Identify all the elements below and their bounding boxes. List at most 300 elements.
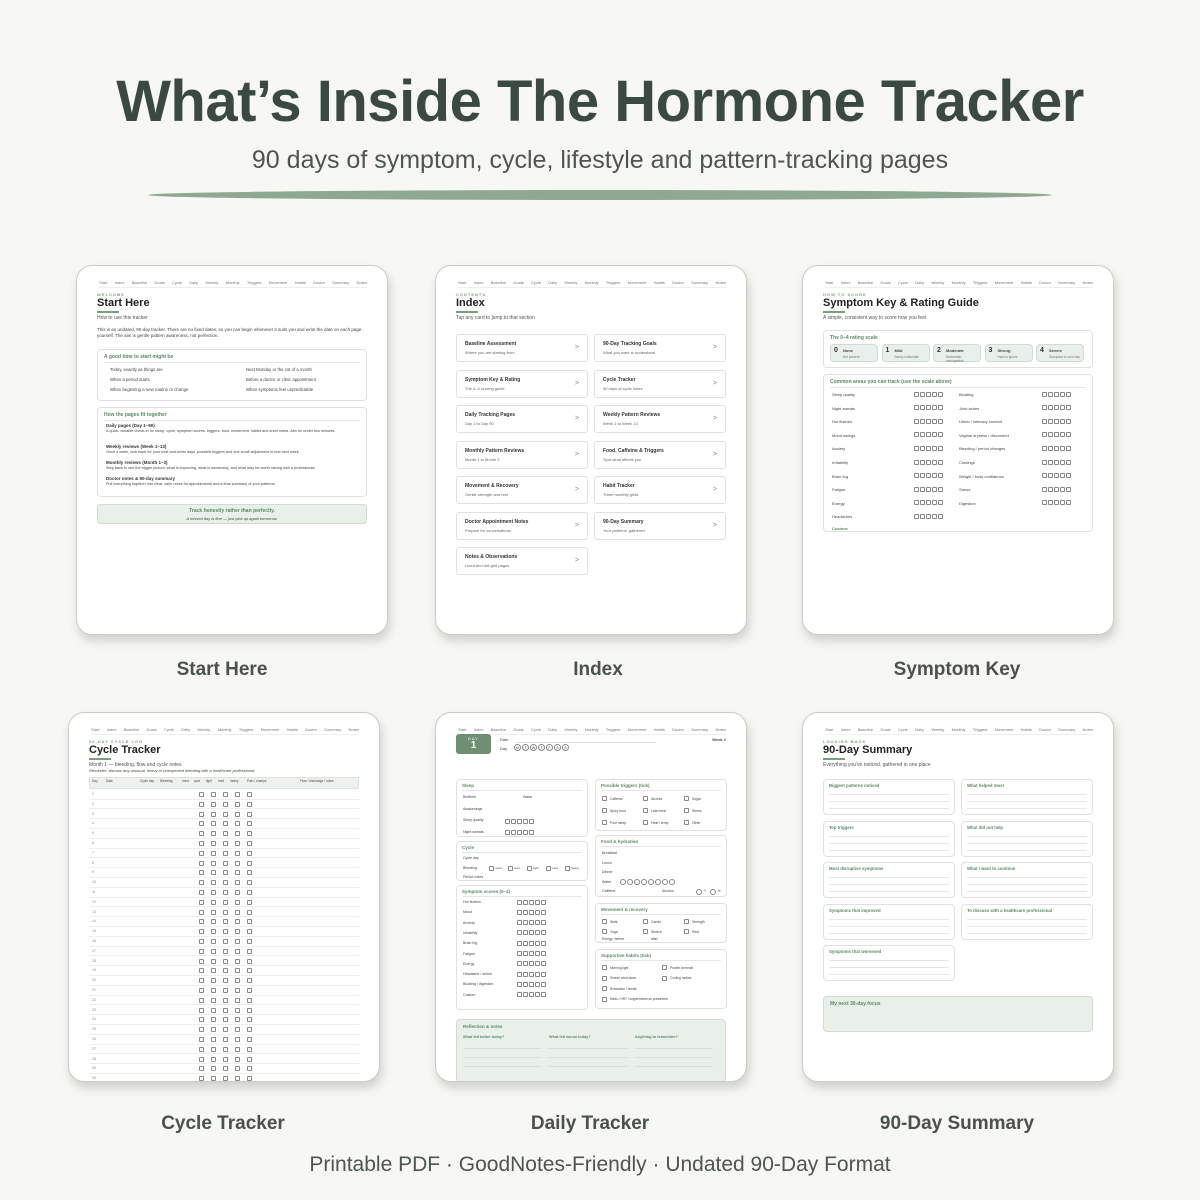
nav-tab[interactable]: Monthly bbox=[217, 727, 232, 732]
rating-checkbox[interactable] bbox=[938, 514, 943, 519]
bleeding-checkbox[interactable] bbox=[211, 1027, 216, 1032]
rating-checkbox[interactable] bbox=[1066, 460, 1071, 465]
bleeding-checkbox[interactable] bbox=[235, 988, 240, 993]
rating-checkbox[interactable] bbox=[529, 910, 534, 915]
bleeding-checkbox[interactable] bbox=[223, 1017, 228, 1022]
nav-tab[interactable]: Cycle bbox=[897, 727, 908, 732]
nav-tab[interactable]: Daily bbox=[548, 727, 558, 732]
bleeding-checkbox[interactable] bbox=[223, 812, 228, 817]
nav-tab[interactable]: Cycle bbox=[897, 280, 908, 285]
bleeding-checkbox[interactable] bbox=[247, 988, 252, 993]
nav-tab[interactable]: Weekly bbox=[197, 727, 211, 732]
habit-checkbox[interactable] bbox=[662, 965, 667, 970]
bleeding-checkbox[interactable] bbox=[247, 949, 252, 954]
bleeding-checkbox[interactable] bbox=[247, 851, 252, 856]
bleeding-checkbox[interactable] bbox=[247, 1047, 252, 1052]
rating-checkbox[interactable] bbox=[535, 961, 540, 966]
bleeding-checkbox[interactable] bbox=[527, 866, 532, 871]
bleeding-checkbox[interactable] bbox=[247, 1017, 252, 1022]
bleeding-checkbox[interactable] bbox=[199, 880, 204, 885]
bleeding-checkbox[interactable] bbox=[235, 841, 240, 846]
rating-checkbox[interactable] bbox=[541, 920, 546, 925]
nav-tab[interactable]: Notes bbox=[715, 280, 726, 285]
nav-tab[interactable]: Weekly bbox=[931, 727, 945, 732]
rating-checkbox[interactable] bbox=[914, 405, 919, 410]
card-start-here[interactable] bbox=[76, 265, 388, 635]
rating-checkbox[interactable] bbox=[926, 446, 931, 451]
rating-checkbox[interactable] bbox=[535, 900, 540, 905]
bleeding-checkbox[interactable] bbox=[235, 792, 240, 797]
rating-checkbox[interactable] bbox=[1060, 405, 1065, 410]
rating-checkbox[interactable] bbox=[535, 972, 540, 977]
rating-checkbox[interactable] bbox=[1054, 446, 1059, 451]
habit-checkbox[interactable] bbox=[662, 976, 667, 981]
weekday-circle[interactable]: W bbox=[531, 746, 536, 750]
card-index[interactable] bbox=[435, 265, 747, 635]
bleeding-checkbox[interactable] bbox=[199, 939, 204, 944]
bleeding-checkbox[interactable] bbox=[211, 900, 216, 905]
rating-checkbox[interactable] bbox=[529, 972, 534, 977]
bleeding-checkbox[interactable] bbox=[199, 919, 204, 924]
nav-tab[interactable]: Habits bbox=[653, 280, 665, 285]
trigger-checkbox[interactable] bbox=[602, 808, 607, 813]
nav-tab[interactable]: Habits bbox=[1020, 280, 1032, 285]
rating-checkbox[interactable] bbox=[541, 910, 546, 915]
water-glass-circle[interactable] bbox=[648, 879, 654, 885]
rating-checkbox[interactable] bbox=[914, 432, 919, 437]
rating-checkbox[interactable] bbox=[926, 392, 931, 397]
rating-checkbox[interactable] bbox=[523, 961, 528, 966]
rating-checkbox[interactable] bbox=[1054, 487, 1059, 492]
bleeding-checkbox[interactable] bbox=[211, 851, 216, 856]
rating-checkbox[interactable] bbox=[914, 514, 919, 519]
rating-checkbox[interactable] bbox=[523, 830, 528, 835]
bleeding-checkbox[interactable] bbox=[223, 988, 228, 993]
index-card[interactable] bbox=[456, 441, 588, 469]
rating-checkbox[interactable] bbox=[529, 951, 534, 956]
rating-checkbox[interactable] bbox=[914, 392, 919, 397]
rating-checkbox[interactable] bbox=[926, 460, 931, 465]
movement-checkbox[interactable] bbox=[684, 919, 689, 924]
bleeding-checkbox[interactable] bbox=[223, 792, 228, 797]
rating-checkbox[interactable] bbox=[1054, 405, 1059, 410]
bleeding-checkbox[interactable] bbox=[247, 919, 252, 924]
bleeding-checkbox[interactable] bbox=[223, 968, 228, 973]
rating-checkbox[interactable] bbox=[938, 419, 943, 424]
rating-checkbox[interactable] bbox=[535, 920, 540, 925]
bleeding-checkbox[interactable] bbox=[247, 861, 252, 866]
nav-tab[interactable]: Cycle bbox=[171, 280, 182, 285]
rating-checkbox[interactable] bbox=[535, 910, 540, 915]
rating-checkbox[interactable] bbox=[517, 819, 522, 824]
nav-tab[interactable]: Movement bbox=[994, 727, 1014, 732]
nav-tab[interactable]: Monthly bbox=[584, 280, 599, 285]
bleeding-checkbox[interactable] bbox=[235, 812, 240, 817]
bleeding-checkbox[interactable] bbox=[199, 1017, 204, 1022]
rating-checkbox[interactable] bbox=[1042, 432, 1047, 437]
rating-checkbox[interactable] bbox=[1054, 392, 1059, 397]
rating-checkbox[interactable] bbox=[932, 432, 937, 437]
rating-checkbox[interactable] bbox=[529, 900, 534, 905]
index-card[interactable] bbox=[594, 370, 726, 398]
bleeding-checkbox[interactable] bbox=[223, 851, 228, 856]
rating-checkbox[interactable] bbox=[1042, 392, 1047, 397]
rating-checkbox[interactable] bbox=[920, 446, 925, 451]
nav-tab[interactable]: Start bbox=[99, 280, 108, 285]
nav-tab[interactable]: Summary bbox=[332, 280, 350, 285]
rating-checkbox[interactable] bbox=[932, 514, 937, 519]
rating-checkbox[interactable] bbox=[523, 930, 528, 935]
bleeding-checkbox[interactable] bbox=[247, 1057, 252, 1062]
trigger-checkbox[interactable] bbox=[643, 796, 648, 801]
rating-checkbox[interactable] bbox=[541, 972, 546, 977]
rating-checkbox[interactable] bbox=[523, 982, 528, 987]
bleeding-checkbox[interactable] bbox=[247, 978, 252, 983]
nav-tab[interactable]: Baseline bbox=[131, 280, 148, 285]
rating-checkbox[interactable] bbox=[1060, 487, 1065, 492]
rating-checkbox[interactable] bbox=[517, 941, 522, 946]
bleeding-checkbox[interactable] bbox=[235, 1008, 240, 1013]
rating-checkbox[interactable] bbox=[920, 460, 925, 465]
habit-checkbox[interactable] bbox=[602, 976, 607, 981]
bleeding-checkbox[interactable] bbox=[211, 978, 216, 983]
rating-checkbox[interactable] bbox=[535, 992, 540, 997]
rating-checkbox[interactable] bbox=[529, 819, 534, 824]
rating-checkbox[interactable] bbox=[535, 951, 540, 956]
bleeding-checkbox[interactable] bbox=[199, 890, 204, 895]
bleeding-checkbox[interactable] bbox=[199, 978, 204, 983]
nav-tab[interactable]: Start bbox=[458, 727, 467, 732]
nav-tab[interactable]: Movement bbox=[994, 280, 1014, 285]
weekday-circle[interactable]: F bbox=[546, 744, 553, 751]
bleeding-checkbox[interactable] bbox=[235, 861, 240, 866]
bleeding-checkbox[interactable] bbox=[211, 841, 216, 846]
bleeding-checkbox[interactable] bbox=[223, 959, 228, 964]
rating-checkbox[interactable] bbox=[523, 972, 528, 977]
rating-checkbox[interactable] bbox=[938, 446, 943, 451]
rating-checkbox[interactable] bbox=[1060, 392, 1065, 397]
bleeding-checkbox[interactable] bbox=[199, 792, 204, 797]
rating-checkbox[interactable] bbox=[1066, 392, 1071, 397]
rating-checkbox[interactable] bbox=[529, 830, 534, 835]
bleeding-checkbox[interactable] bbox=[223, 1047, 228, 1052]
rating-checkbox[interactable] bbox=[1042, 500, 1047, 505]
rating-checkbox[interactable] bbox=[529, 992, 534, 997]
habit-checkbox[interactable] bbox=[602, 986, 607, 991]
rating-checkbox[interactable] bbox=[1048, 473, 1053, 478]
bleeding-checkbox[interactable] bbox=[235, 1047, 240, 1052]
bleeding-checkbox[interactable] bbox=[199, 1008, 204, 1013]
bleeding-checkbox[interactable] bbox=[199, 870, 204, 875]
nav-tab[interactable]: Habits bbox=[653, 727, 665, 732]
bleeding-checkbox[interactable] bbox=[199, 861, 204, 866]
bleeding-checkbox[interactable] bbox=[199, 968, 204, 973]
rating-checkbox[interactable] bbox=[517, 930, 522, 935]
bleeding-checkbox[interactable] bbox=[211, 939, 216, 944]
bleeding-checkbox[interactable] bbox=[235, 910, 240, 915]
trigger-checkbox[interactable] bbox=[643, 820, 648, 825]
rating-checkbox[interactable] bbox=[926, 432, 931, 437]
bleeding-checkbox[interactable] bbox=[247, 1066, 252, 1071]
bleeding-checkbox[interactable] bbox=[223, 949, 228, 954]
index-card[interactable] bbox=[594, 441, 726, 469]
rating-checkbox[interactable] bbox=[541, 900, 546, 905]
nav-tab[interactable]: Monthly bbox=[951, 727, 966, 732]
weekday-circle[interactable]: S bbox=[562, 744, 569, 751]
rating-checkbox[interactable] bbox=[529, 982, 534, 987]
nav-tab[interactable]: Index bbox=[473, 280, 484, 285]
rating-checkbox[interactable] bbox=[511, 830, 516, 835]
weekday-circle[interactable]: S bbox=[554, 744, 561, 751]
rating-checkbox[interactable] bbox=[523, 941, 528, 946]
nav-tab[interactable]: Start bbox=[458, 280, 467, 285]
bleeding-checkbox[interactable] bbox=[247, 1076, 252, 1081]
nav-tab[interactable]: Goals bbox=[513, 727, 524, 732]
nav-tab[interactable]: Notes bbox=[1082, 280, 1093, 285]
nav-tab[interactable]: Habits bbox=[294, 280, 306, 285]
rating-checkbox[interactable] bbox=[517, 830, 522, 835]
nav-tab[interactable]: Movement bbox=[260, 727, 280, 732]
trigger-checkbox[interactable] bbox=[602, 820, 607, 825]
nav-tab[interactable]: Daily bbox=[189, 280, 199, 285]
card-summary[interactable] bbox=[802, 712, 1114, 1082]
bleeding-checkbox[interactable] bbox=[235, 949, 240, 954]
bleeding-checkbox[interactable] bbox=[199, 949, 204, 954]
water-glass-circle[interactable] bbox=[655, 879, 661, 885]
trigger-checkbox[interactable] bbox=[602, 796, 607, 801]
rating-checkbox[interactable] bbox=[926, 500, 931, 505]
rating-checkbox[interactable] bbox=[505, 830, 510, 835]
rating-checkbox[interactable] bbox=[1048, 432, 1053, 437]
bleeding-checkbox[interactable] bbox=[223, 1057, 228, 1062]
nav-tab[interactable]: Weekly bbox=[931, 280, 945, 285]
nav-tab[interactable]: Habits bbox=[1020, 727, 1032, 732]
bleeding-checkbox[interactable] bbox=[247, 792, 252, 797]
bleeding-checkbox[interactable] bbox=[211, 880, 216, 885]
bleeding-checkbox[interactable] bbox=[211, 1076, 216, 1081]
nav-tab[interactable]: Baseline bbox=[857, 280, 874, 285]
water-glass-circle[interactable] bbox=[620, 879, 626, 885]
rating-checkbox[interactable] bbox=[932, 473, 937, 478]
bleeding-checkbox[interactable] bbox=[235, 978, 240, 983]
bleeding-checkbox[interactable] bbox=[211, 861, 216, 866]
nav-tab[interactable]: Summary bbox=[1058, 727, 1076, 732]
nav-tab[interactable]: Cycle bbox=[530, 280, 541, 285]
rating-checkbox[interactable] bbox=[1042, 473, 1047, 478]
bleeding-checkbox[interactable] bbox=[235, 1066, 240, 1071]
bleeding-checkbox[interactable] bbox=[247, 1037, 252, 1042]
nav-tab[interactable]: Habits bbox=[286, 727, 298, 732]
bleeding-checkbox[interactable] bbox=[223, 1076, 228, 1081]
nav-tab[interactable]: Triggers bbox=[238, 727, 254, 732]
bleeding-checkbox[interactable] bbox=[211, 1037, 216, 1042]
bleeding-checkbox[interactable] bbox=[235, 959, 240, 964]
bleeding-checkbox[interactable] bbox=[211, 1057, 216, 1062]
bleeding-checkbox[interactable] bbox=[199, 1047, 204, 1052]
bleeding-checkbox[interactable] bbox=[211, 949, 216, 954]
rating-checkbox[interactable] bbox=[523, 920, 528, 925]
bleeding-checkbox[interactable] bbox=[211, 968, 216, 973]
rating-checkbox[interactable] bbox=[932, 487, 937, 492]
nav-tab[interactable]: Daily bbox=[181, 727, 191, 732]
bleeding-checkbox[interactable] bbox=[247, 959, 252, 964]
rating-checkbox[interactable] bbox=[535, 930, 540, 935]
rating-checkbox[interactable] bbox=[932, 460, 937, 465]
bleeding-checkbox[interactable] bbox=[199, 851, 204, 856]
rating-checkbox[interactable] bbox=[1060, 419, 1065, 424]
rating-checkbox[interactable] bbox=[914, 500, 919, 505]
index-card[interactable] bbox=[456, 405, 588, 433]
trigger-checkbox[interactable] bbox=[684, 808, 689, 813]
rating-checkbox[interactable] bbox=[1066, 446, 1071, 451]
bleeding-checkbox[interactable] bbox=[199, 1076, 204, 1081]
bleeding-checkbox[interactable] bbox=[223, 910, 228, 915]
weekday-circle[interactable]: T bbox=[538, 744, 545, 751]
rating-checkbox[interactable] bbox=[1066, 487, 1071, 492]
rating-checkbox[interactable] bbox=[938, 405, 943, 410]
bleeding-checkbox[interactable] bbox=[199, 929, 204, 934]
card-symptom-key[interactable] bbox=[802, 265, 1114, 635]
rating-checkbox[interactable] bbox=[1054, 432, 1059, 437]
bleeding-checkbox[interactable] bbox=[508, 866, 513, 871]
rating-checkbox[interactable] bbox=[914, 487, 919, 492]
rating-checkbox[interactable] bbox=[914, 419, 919, 424]
rating-checkbox[interactable] bbox=[1042, 487, 1047, 492]
rating-checkbox[interactable] bbox=[1048, 419, 1053, 424]
rating-checkbox[interactable] bbox=[938, 432, 943, 437]
nav-tab[interactable]: Summary bbox=[691, 727, 709, 732]
rating-checkbox[interactable] bbox=[1048, 460, 1053, 465]
water-glass-circle[interactable] bbox=[627, 879, 633, 885]
bleeding-checkbox[interactable] bbox=[235, 831, 240, 836]
nav-tab[interactable]: Monthly bbox=[951, 280, 966, 285]
index-card[interactable] bbox=[594, 476, 726, 504]
nav-tab[interactable]: Weekly bbox=[564, 280, 578, 285]
bleeding-checkbox[interactable] bbox=[247, 998, 252, 1003]
rating-checkbox[interactable] bbox=[529, 941, 534, 946]
bleeding-checkbox[interactable] bbox=[199, 821, 204, 826]
rating-checkbox[interactable] bbox=[932, 419, 937, 424]
nav-tab[interactable]: Baseline bbox=[490, 280, 507, 285]
bleeding-checkbox[interactable] bbox=[211, 998, 216, 1003]
bleeding-checkbox[interactable] bbox=[247, 880, 252, 885]
bleeding-checkbox[interactable] bbox=[235, 900, 240, 905]
nav-tab[interactable]: Goals bbox=[513, 280, 524, 285]
rating-checkbox[interactable] bbox=[1066, 419, 1071, 424]
habit-checkbox[interactable] bbox=[602, 997, 607, 1002]
index-card[interactable] bbox=[594, 334, 726, 362]
rating-checkbox[interactable] bbox=[535, 941, 540, 946]
weekday-circle[interactable]: T bbox=[522, 744, 529, 751]
rating-checkbox[interactable] bbox=[1042, 446, 1047, 451]
nav-tab[interactable]: Doctor bbox=[305, 727, 317, 732]
rating-checkbox[interactable] bbox=[1054, 460, 1059, 465]
rating-checkbox[interactable] bbox=[1054, 500, 1059, 505]
bleeding-checkbox[interactable] bbox=[199, 988, 204, 993]
bleeding-checkbox[interactable] bbox=[223, 929, 228, 934]
bleeding-checkbox[interactable] bbox=[247, 1008, 252, 1013]
bleeding-checkbox[interactable] bbox=[235, 821, 240, 826]
nav-tab[interactable]: Index bbox=[840, 280, 851, 285]
nav-tab[interactable]: Daily bbox=[548, 280, 558, 285]
rating-checkbox[interactable] bbox=[1060, 432, 1065, 437]
rating-checkbox[interactable] bbox=[920, 392, 925, 397]
bleeding-checkbox[interactable] bbox=[235, 1017, 240, 1022]
rating-checkbox[interactable] bbox=[1060, 473, 1065, 478]
nav-tab[interactable]: Weekly bbox=[205, 280, 219, 285]
nav-tab[interactable]: Notes bbox=[1082, 727, 1093, 732]
rating-checkbox[interactable] bbox=[920, 432, 925, 437]
nav-tab[interactable]: Index bbox=[114, 280, 125, 285]
rating-checkbox[interactable] bbox=[541, 992, 546, 997]
rating-checkbox[interactable] bbox=[1048, 500, 1053, 505]
bleeding-checkbox[interactable] bbox=[235, 880, 240, 885]
movement-checkbox[interactable] bbox=[643, 929, 648, 934]
nav-tab[interactable]: Index bbox=[473, 727, 484, 732]
bleeding-checkbox[interactable] bbox=[211, 1017, 216, 1022]
bleeding-checkbox[interactable] bbox=[199, 1037, 204, 1042]
rating-checkbox[interactable] bbox=[926, 419, 931, 424]
index-card[interactable] bbox=[456, 370, 588, 398]
rating-checkbox[interactable] bbox=[932, 405, 937, 410]
rating-checkbox[interactable] bbox=[938, 487, 943, 492]
bleeding-checkbox[interactable] bbox=[211, 988, 216, 993]
nav-tab[interactable]: Goals bbox=[880, 727, 891, 732]
bleeding-checkbox[interactable] bbox=[199, 1057, 204, 1062]
nav-tab[interactable]: Movement bbox=[268, 280, 288, 285]
rating-checkbox[interactable] bbox=[517, 961, 522, 966]
bleeding-checkbox[interactable] bbox=[247, 968, 252, 973]
bleeding-checkbox[interactable] bbox=[223, 939, 228, 944]
rating-checkbox[interactable] bbox=[938, 500, 943, 505]
water-glass-circle[interactable] bbox=[669, 879, 675, 885]
nav-tab[interactable]: Notes bbox=[356, 280, 367, 285]
bleeding-checkbox[interactable] bbox=[223, 861, 228, 866]
nav-tab[interactable]: Triggers bbox=[972, 727, 988, 732]
movement-checkbox[interactable] bbox=[643, 919, 648, 924]
rating-checkbox[interactable] bbox=[920, 487, 925, 492]
bleeding-checkbox[interactable] bbox=[211, 802, 216, 807]
rating-checkbox[interactable] bbox=[914, 446, 919, 451]
rating-checkbox[interactable] bbox=[517, 900, 522, 905]
nav-tab[interactable]: Cycle bbox=[163, 727, 174, 732]
nav-tab[interactable]: Index bbox=[106, 727, 117, 732]
index-card[interactable] bbox=[594, 512, 726, 540]
bleeding-checkbox[interactable] bbox=[247, 812, 252, 817]
bleeding-checkbox[interactable] bbox=[247, 821, 252, 826]
bleeding-checkbox[interactable] bbox=[235, 1037, 240, 1042]
bleeding-checkbox[interactable] bbox=[223, 870, 228, 875]
rating-checkbox[interactable] bbox=[920, 473, 925, 478]
rating-checkbox[interactable] bbox=[1048, 487, 1053, 492]
nav-tab[interactable]: Start bbox=[825, 280, 834, 285]
bleeding-checkbox[interactable] bbox=[235, 1076, 240, 1081]
nav-tab[interactable]: Doctor bbox=[672, 727, 684, 732]
rating-checkbox[interactable] bbox=[1042, 419, 1047, 424]
bleeding-checkbox[interactable] bbox=[199, 841, 204, 846]
rating-checkbox[interactable] bbox=[529, 920, 534, 925]
rating-checkbox[interactable] bbox=[523, 992, 528, 997]
bleeding-checkbox[interactable] bbox=[235, 890, 240, 895]
bleeding-checkbox[interactable] bbox=[199, 802, 204, 807]
rating-checkbox[interactable] bbox=[517, 951, 522, 956]
bleeding-checkbox[interactable] bbox=[211, 812, 216, 817]
bleeding-checkbox[interactable] bbox=[235, 998, 240, 1003]
index-card[interactable] bbox=[456, 512, 588, 540]
nav-tab[interactable]: Weekly bbox=[564, 727, 578, 732]
nav-tab[interactable]: Doctor bbox=[672, 280, 684, 285]
rating-checkbox[interactable] bbox=[1054, 473, 1059, 478]
